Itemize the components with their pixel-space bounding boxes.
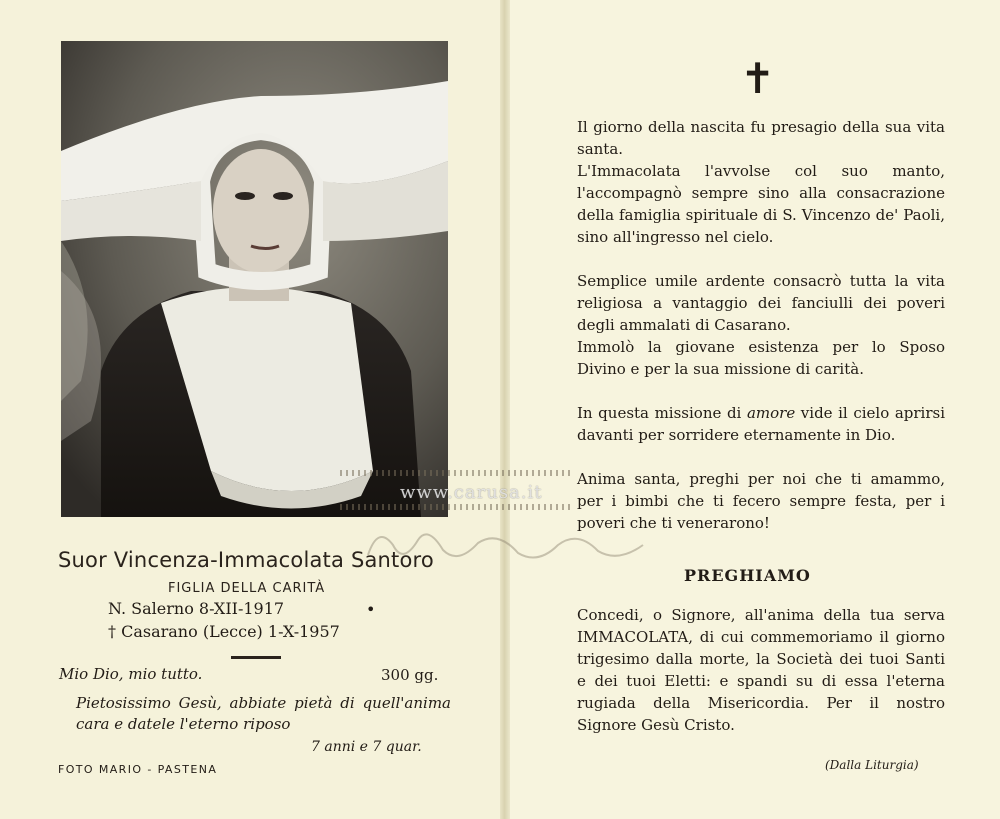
birth-date: N. Salerno 8-XII-1917 bbox=[108, 599, 285, 618]
paragraph bbox=[557, 270, 945, 336]
collect-text: Concedi, o Signore, all'anima della tua serva IMMACOLATA, di cui commemoriamo il giorno trigesimo dalla morte, la Società dei tuoi Santi e dei tuoi Eletti: e spandi su di essa l'eterna rugiada della Misericordia. Per il nostro Signore Gesù Cristo. bbox=[577, 606, 945, 734]
long-prayer: Pietosissimo Gesù, abbiate pietà di quell'anima cara e datele l'eterno riposo bbox=[76, 694, 451, 733]
prayer-heading: PREGHIAMO bbox=[684, 566, 811, 585]
watermark: www.carusa.it bbox=[400, 482, 543, 503]
paragraph bbox=[557, 116, 945, 160]
photographer-credit: FOTO MARIO - PASTENA bbox=[58, 763, 218, 776]
paragraph-part: In questa missione di bbox=[577, 404, 747, 422]
paragraph-text bbox=[557, 402, 945, 446]
deceased-name: Suor Vincenza-Immacolata Santoro bbox=[58, 548, 434, 572]
collect-prayer bbox=[557, 604, 945, 736]
short-prayer: Mio Dio, mio tutto. bbox=[59, 665, 203, 683]
portrait-photo bbox=[61, 41, 448, 517]
religious-order: FIGLIA DELLA CARITÀ bbox=[168, 581, 326, 596]
paragraph-text: Il giorno della nascita fu presagio della sua vita santa. bbox=[577, 118, 945, 158]
emphasized-word: amore bbox=[746, 404, 796, 422]
portrait-illustration bbox=[61, 41, 448, 517]
perforation-mark bbox=[340, 470, 570, 476]
paragraph bbox=[557, 160, 945, 248]
indulgence-days: 300 gg. bbox=[381, 666, 439, 684]
divider-rule bbox=[231, 656, 281, 659]
card-fold bbox=[500, 0, 510, 819]
paragraph-text: Immolò la giovane esistenza per lo Sposo Divino e per la sua missione di carità. bbox=[577, 338, 945, 378]
liturgy-source: (Dalla Liturgia) bbox=[825, 758, 919, 772]
paragraph bbox=[557, 402, 945, 446]
paragraph-text: Anima santa, preghi per noi che ti amammo, per i bimbi che ti fecero sempre festa, per i poveri che ti venerarono! bbox=[577, 470, 945, 532]
paragraph bbox=[557, 336, 945, 380]
paragraph-text: L'Immacolata l'avvolse col suo manto, l'accompagnò sempre sino alla consacrazione della famiglia spirituale di S. Vincenzo de' Paoli, sino all'ingresso nel cielo. bbox=[577, 162, 945, 246]
death-date: † Casarano (Lecce) 1-X-1957 bbox=[108, 622, 340, 641]
paragraph bbox=[557, 468, 945, 534]
bullet-dot: • bbox=[366, 600, 376, 619]
cross-icon: ✝ bbox=[740, 54, 776, 103]
indulgence-years: 7 anni e 7 quar. bbox=[311, 739, 422, 755]
perforation-mark bbox=[340, 504, 570, 510]
paragraph-text: Semplice umile ardente consacrò tutta la vita religiosa a vantaggio dei fanciulli dei poveri degli ammalati di Casarano. bbox=[577, 272, 945, 334]
paragraph-part: vide il cielo aprirsi davanti per sorridere eternamente in Dio. bbox=[577, 404, 945, 444]
